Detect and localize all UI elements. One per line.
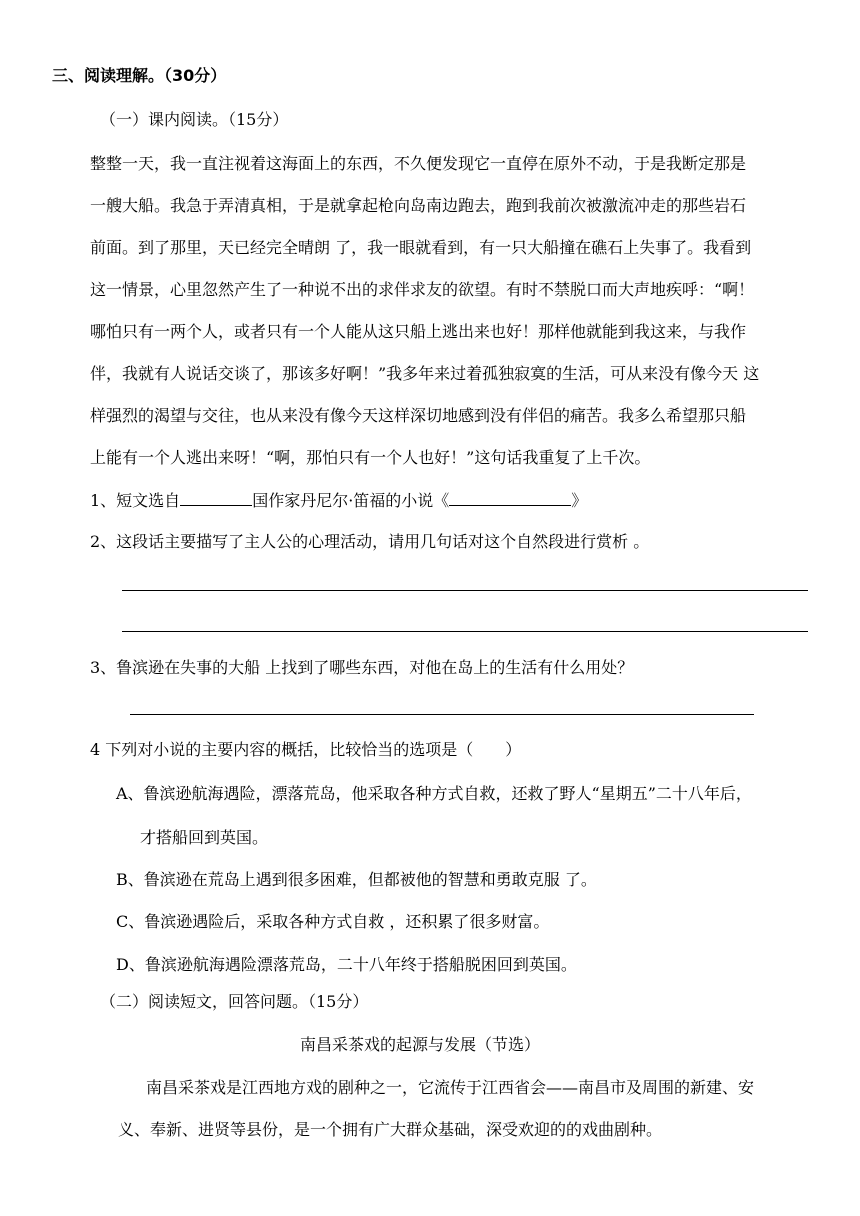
passage-line: 一艘大船。我急于弄清真相，于是就拿起枪向岛南边跑去，跑到我前次被激流冲走的那些岩石: [90, 196, 747, 215]
question-2: 2、这段话主要描写了主人公的心理活动，请用几句话对这个自然段进行赏析 。: [90, 532, 650, 551]
answer-line[interactable]: [122, 631, 808, 632]
section-heading: 三、阅读理解。（30分）: [52, 66, 227, 85]
question-1-text-a: 1、短文选自: [90, 491, 181, 510]
passage-line: 哪怕只有一两个人，或者只有一个人能从这只船上逃出来也好！那样他就能到我这来，与我作: [90, 322, 747, 341]
part1-heading: （一）课内阅读。（15分）: [100, 110, 289, 129]
option-d: D、鲁滨逊航海遇险漂落荒岛，二十八年终于搭船脱困回到英国。: [116, 955, 577, 974]
option-a-continued: 才搭船回到英国。: [140, 828, 269, 847]
passage-line: 整整一天，我一直注视着这海面上的东西，不久便发现它一直停在原外不动，于是我断定那是: [90, 154, 747, 173]
article-title: 南昌采茶戏的起源与发展（节选）: [300, 1035, 541, 1054]
question-1-text-b: 国作家丹尼尔·笛福的小说《: [252, 491, 450, 510]
answer-line[interactable]: [122, 590, 808, 591]
country-blank[interactable]: [180, 491, 252, 506]
option-b: B、鲁滨逊在荒岛上遇到很多困难，但都被他的智慧和勇敢克服 了。: [116, 870, 597, 889]
option-c: C、鲁滨逊遇险后，采取各种方式自救 ，还积累了很多财富。: [116, 912, 550, 931]
answer-line[interactable]: [130, 714, 754, 715]
option-a: A、鲁滨逊航海遇险，漂落荒岛，他采取各种方式自救，还救了野人“星期五”二十八年后，: [116, 784, 752, 803]
novel-title-blank[interactable]: [449, 491, 571, 506]
passage-line: 伴，我就有人说话交谈了，那该多好啊！”我多年来过着孤独寂寞的生活，可从来没有像今天 这: [90, 364, 760, 383]
passage-line: 样强烈的渴望与交往，也从来没有像今天这样深切地感到没有伴侣的痛苦。我多么希望那只船: [90, 406, 747, 425]
question-4-stem: 4 下列对小说的主要内容的概括，比较恰当的选项是（ ）: [90, 740, 522, 759]
article-paragraph-line: 义、奉新、进贤等县份，是一个拥有广大群众基础，深受欢迎的的戏曲剧种。: [118, 1120, 663, 1139]
passage-line: 上能有一个人逃出来呀！“啊，那怕只有一个人也好！”这句话我重复了上千次。: [90, 448, 651, 467]
article-paragraph-line: 南昌采茶戏是江西地方戏的剧种之一，它流传于江西省会——南昌市及周围的新建、安: [146, 1078, 755, 1097]
passage-line: 这一情景，心里忽然产生了一种说不出的求伴求友的欲望。有时不禁脱口而大声地疾呼：“啊！: [90, 280, 755, 299]
passage-line: 前面。到了那里，天已经完全晴朗 了，我一眼就看到，有一只大船撞在礁石上失事了。我看到: [90, 238, 752, 257]
question-1-text-c: 》: [571, 491, 588, 510]
question-3: 3、鲁滨逊在失事的大船 上找到了哪些东西，对他在岛上的生活有什么用处？: [90, 658, 634, 677]
part2-heading: （二）阅读短文，回答问题。（15分）: [100, 992, 369, 1011]
question-1: [90, 491, 587, 511]
